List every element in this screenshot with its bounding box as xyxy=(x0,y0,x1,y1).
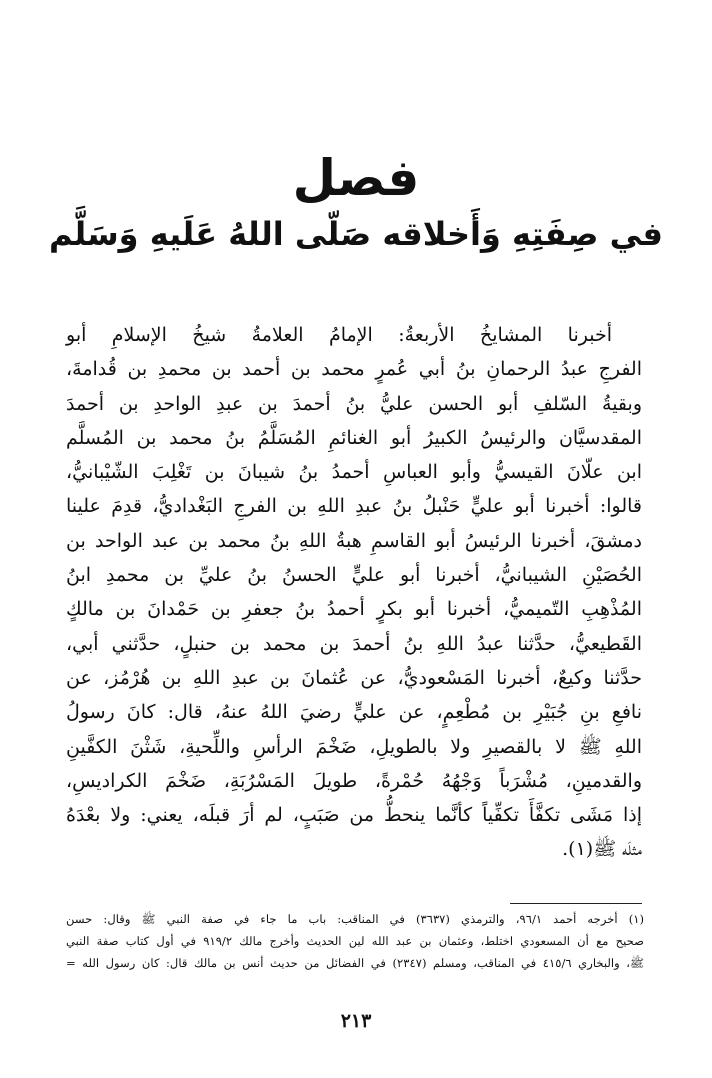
body-line: والقدمينِ، مُشْرَباً وَجْهُهُ حُمْرةً، طويلَ المَسْرُبَةِ، ضَخْمَ الكراديسِ، xyxy=(66,769,642,792)
body-line: الفرجِ عبدُ الرحمانِ بنُ أبي عُمرٍ محمد بن أحمد بن محمدِ بن قُدامةَ، xyxy=(66,358,642,381)
body-line: حدَّثنا وكيعٌ، أخبرنا المَسْعوديُّ، عن عُثمانَ بن عبدِ اللهِ بن هُرْمُز، عن xyxy=(66,666,642,689)
body-line: أخبرنا المشايخُ الأربعةُ: الإمامُ العلامةُ شيخُ الإسلامِ أبو xyxy=(66,324,612,346)
footnote-line: (١) أخرجه أحمد ٩٦/١، والترمذي (٣٦٣٧) في المناقب: باب ما جاء في صفة النبي ﷺ وقال: حسن xyxy=(66,912,644,926)
body-line: المُذْهِبِ التّميميُّ، أخبرنا أبو بكرٍ أحمدُ بنُ جعفرِ بن حَمْدانَ بن مالكٍ xyxy=(66,598,642,621)
body-line: وبقيةُ السّلفِ أبو الحسن عليُّ بنُ أحمدَ بن عبدِ الواحدِ بن أحمدَ xyxy=(66,392,642,415)
body-line: إذا مَشَى تكفَّأَ تكفِّياً كأنَّما ينحطُّ من صَبَبٍ، لم أرَ قبلَه، يعني: ولا بعْدَهُ xyxy=(66,804,642,827)
page-number: ٢١٣ xyxy=(340,1010,372,1032)
body-paragraph xyxy=(66,318,642,867)
body-line: دمشقَ، أخبرنا الرئيسُ أبو القاسمِ هبةُ اللهِ بنُ محمد بن عبد الواحد بن xyxy=(66,529,642,552)
body-line: المقدسيَّان والرئيسُ الكبيرُ أبو الغنائمِ المُسَلَّمُ بنُ محمد بن المُسلَّم xyxy=(66,426,642,449)
body-line: قالوا: أخبرنا أبو عليٍّ حَنْبلُ بنُ عبدِ اللهِ بن الفرجِ البَغْداديُّ، قدِمَ علينا xyxy=(66,495,642,518)
footnote-line: صحيح مع أن المسعودي اختلط، وعثمان بن عبد الله لين الحديث وأخرج مالك ٩١٩/٢ في أول كتاب صفة النبي xyxy=(66,934,644,948)
body-line: مثلَه ﷺ(١). xyxy=(562,838,642,861)
chapter-heading: فصل xyxy=(292,149,420,207)
footnote-divider xyxy=(510,903,642,904)
footnotes xyxy=(66,908,644,974)
chapter-subheading: في صِفَتِهِ وَأَخلاقه صَلّى اللهُ عَلَيهِ وَسَلَّم xyxy=(49,215,663,253)
body-line: ابن علّانَ القيسيُّ وأبو العباسِ أحمدُ بنُ شيبانَ بن تَغْلِبَ الشّيْبانيُّ، xyxy=(66,461,642,484)
body-line: الحُصَيْنِ الشيبانيُّ، أخبرنا أبو عليٍّ الحسنُ بنُ عليِّ بن محمدِ ابنُ xyxy=(66,564,642,587)
body-line: القَطيعيُّ، حدَّثنا عبدُ اللهِ بنُ أحمدَ بن محمد بن حنبلٍ، حدَّثني أبي، xyxy=(66,632,642,655)
body-line: نافعِ بنِ جُبَيْرِ بن مُطْعِمٍ، عن عليٍّ رضيَ اللهُ عنهُ، قال: كانَ رسولُ xyxy=(66,701,642,724)
body-line: اللهِ ﷺ لا بالقصيرِ ولا بالطويلِ، ضَخْمَ الرأسِ واللِّحيةِ، شَثْنَ الكفَّينِ xyxy=(66,735,642,758)
footnote-line: ﷺ، والبخاري ٤١٥/٦ في المناقب، ومسلم (٢٣٤٧) في الفضائل من حديث أنس بن مالك قال: كان رسول الله = xyxy=(66,956,644,970)
